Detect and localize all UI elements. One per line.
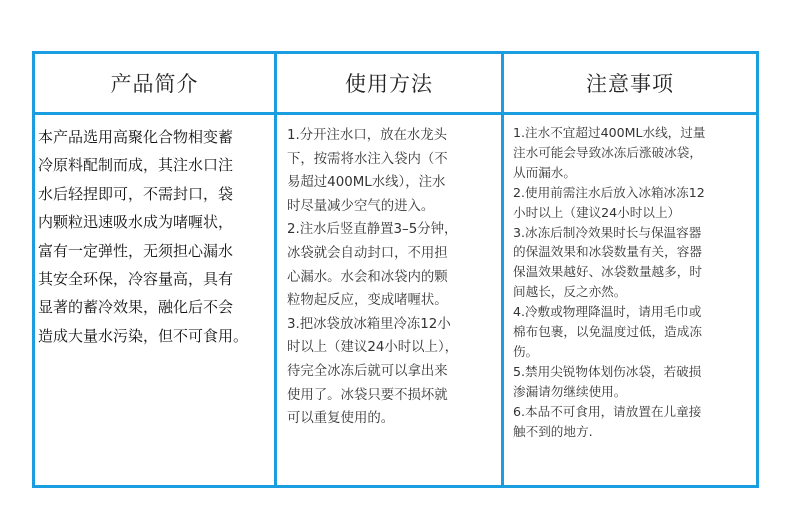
header-notes: 注意事项 <box>586 72 674 96</box>
header-product-intro: 产品简介 <box>110 72 199 96</box>
usage-text: 1.分开注水口，放在水龙头 下，按需将水注入袋内（不 易超过400ML水线），注水 时尽量减少空气的进入。 2.注水后竖直静置3–5分钟， 冰袋就会自动封口，不用担 心漏水。水会和冰袋内的颗 粒物起反应，变成啫喱状。 3.把冰袋放冰箱里冷冻12小 时以上（建议24小时以上）， 待完全冰冻后就可以拿出来 使用了。冰袋只要不损坏就 可以重复使用的。 <box>287 128 459 427</box>
notes-text: 1.注水不宜超过400ML水线，过量 注水可能会导致冰冻后涨破冰袋， 从而漏水。 2.使用前需注水后放入冰箱冰冻12 小时以上（建议24小时以上） 3.冰冻后制冷效果时长与保温容器 的保温效果和冰袋数量有关，容器 保温效果越好、冰袋数量越多，时 间越长，反之亦然。 4.冷敷或物理降温时，请用毛巾或 棉布包裹，以免温度过低，造成冻 伤。 5.禁用尖锐物体划伤冰袋，若破损 渗漏请勿继续使用。 6.本品不可食用，请放置在儿童接 触不到的地方. <box>513 125 706 439</box>
header-usage: 使用方法 <box>345 72 433 96</box>
product-intro-text: 本产品选用高聚化合物相变蓄 冷原料配制而成，其注水口注 水后轻捏即可，不需封口，袋 内颗粒迅速吸水成为啫喱状， 富有一定弹性，无须担心漏水 其安全环保，冷容量高，具有 显著的蓄冷效果，融化后不会 造成大量水污染，但不可食用。 <box>38 128 249 345</box>
info-table <box>32 51 759 488</box>
